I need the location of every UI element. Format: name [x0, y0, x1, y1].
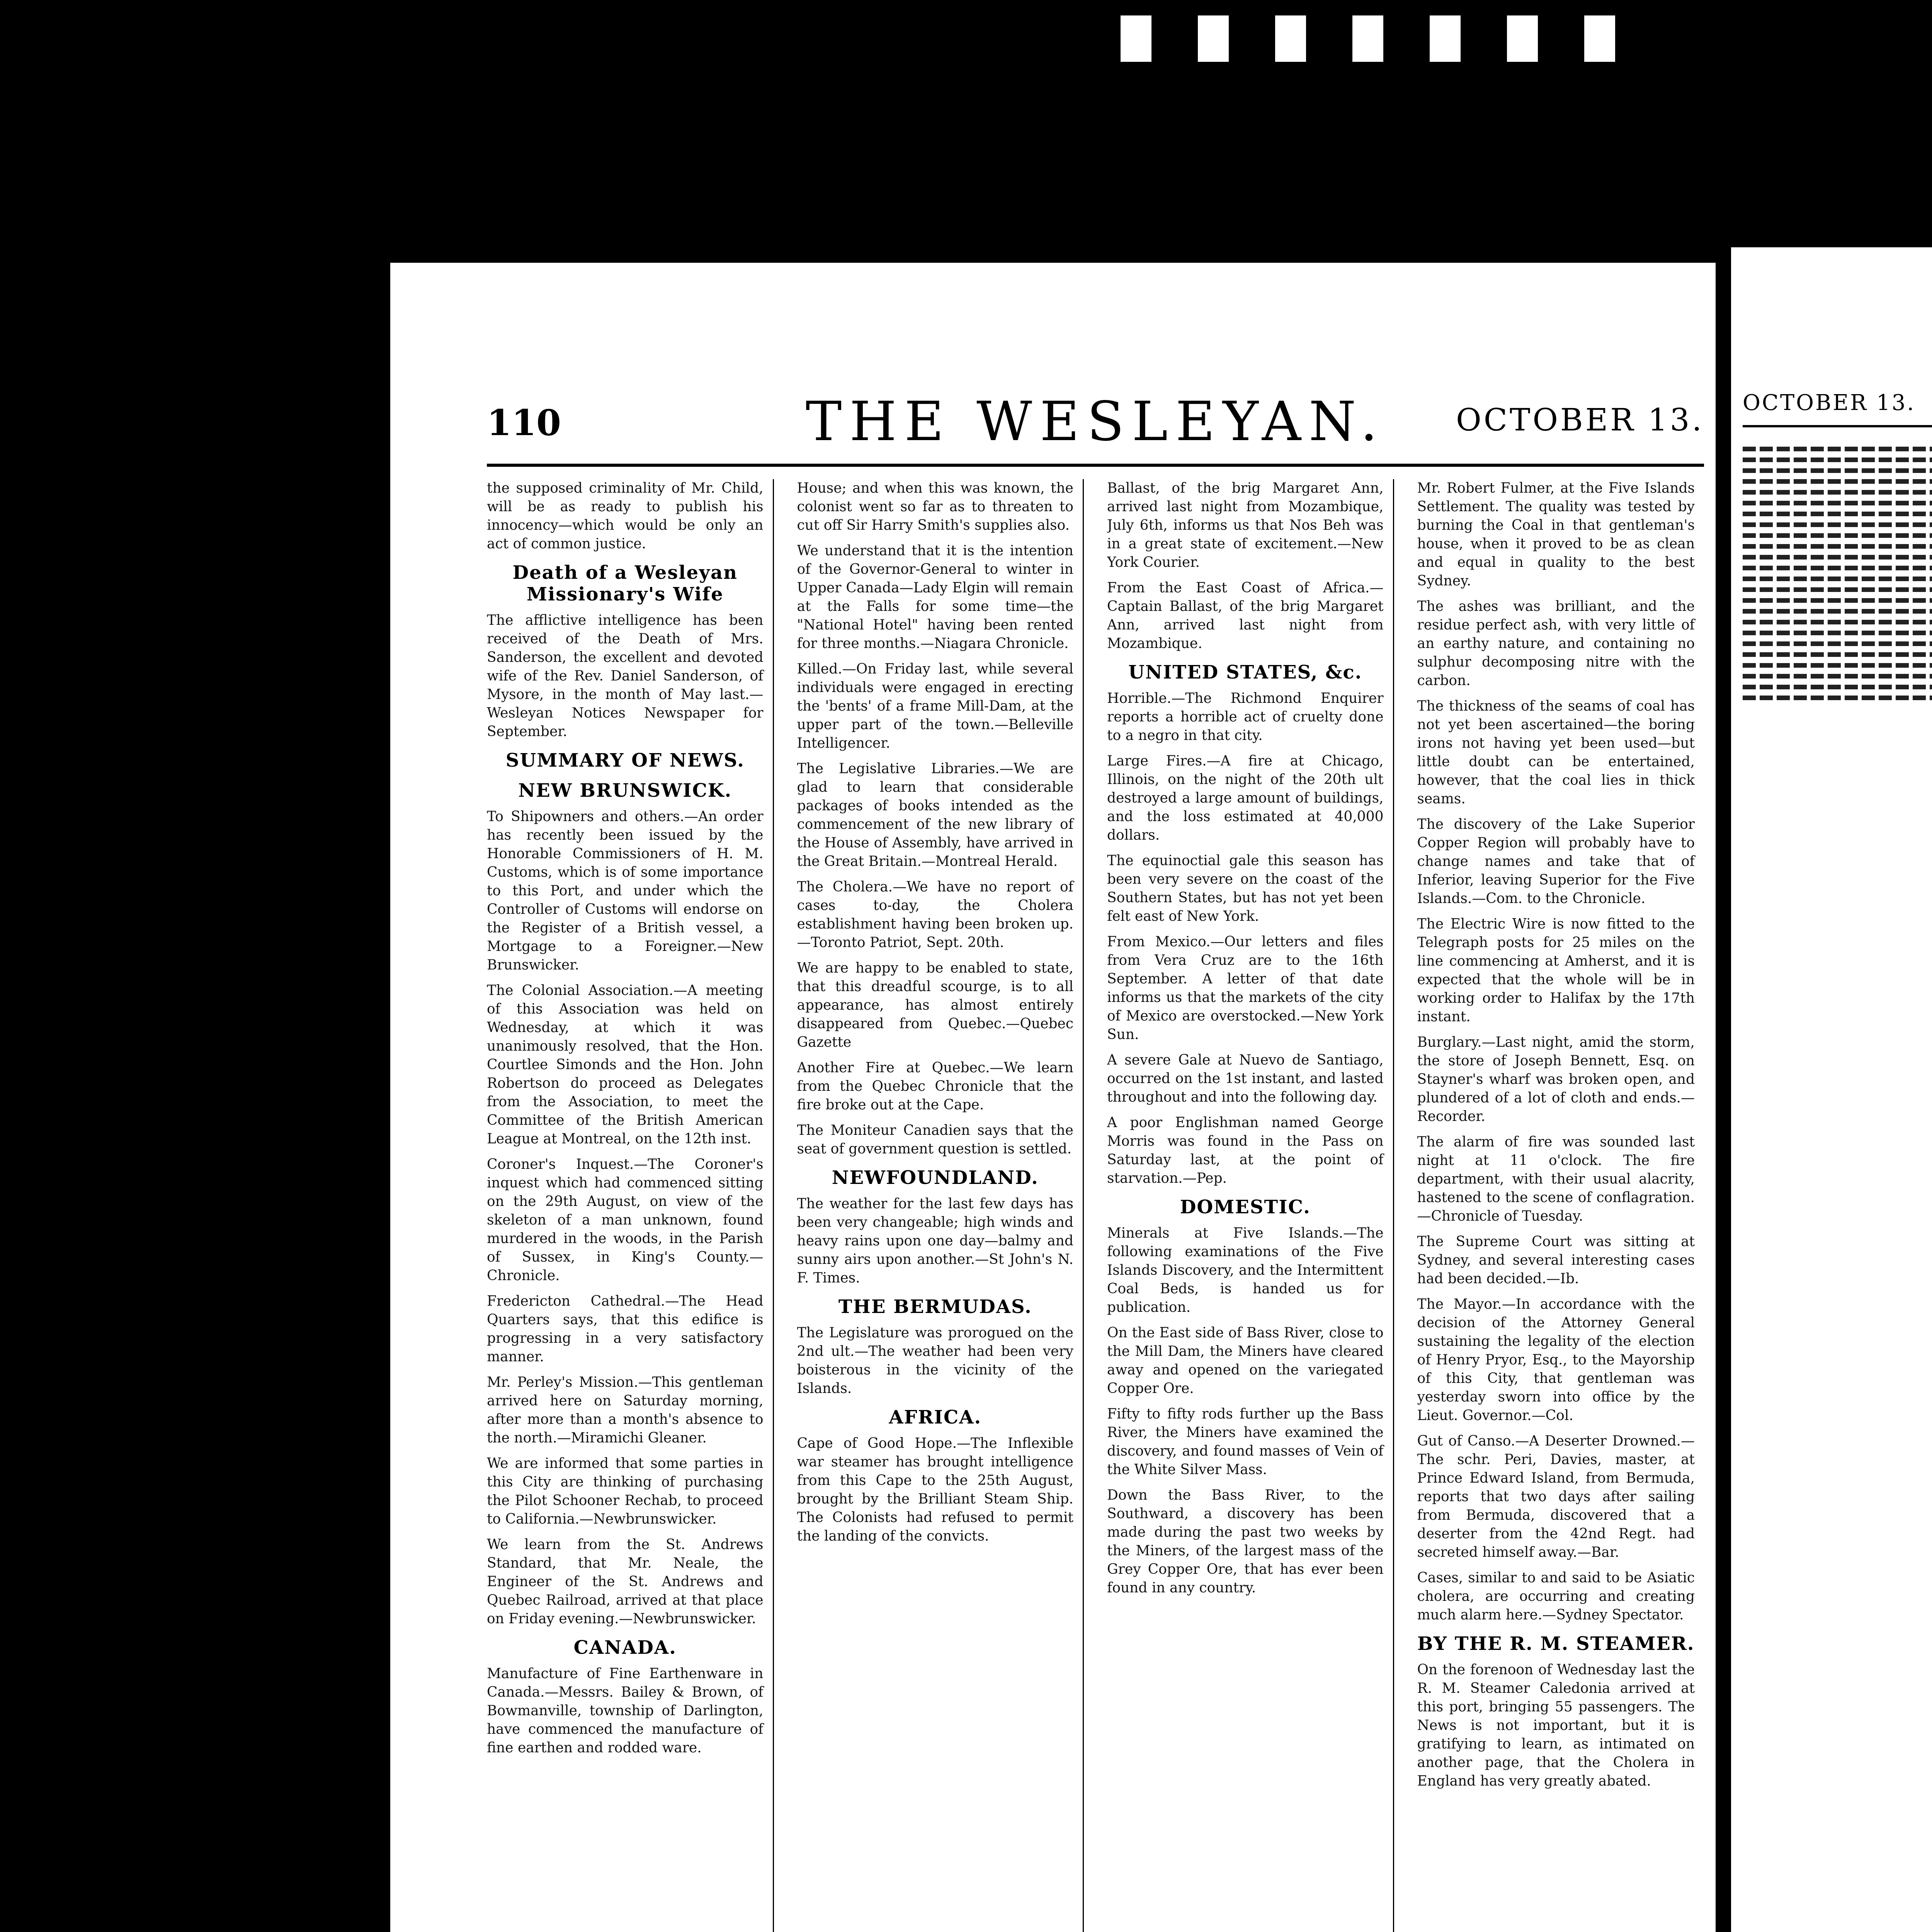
- section-heading: SUMMARY OF NEWS.: [505, 750, 745, 771]
- article-text: To Shipowners and others.—An order has recently been issued by the Honorable Commissioners of H. M. Customs, which is of some importance to this Port, and under which the Controller of Customs will endorse on the Register of a British vessel, a Mortgage to a Foreigner.—New Brunswicker.: [487, 809, 764, 973]
- page-gutter: [1716, 232, 1731, 1932]
- text-line: [1743, 566, 1932, 570]
- text-line: [1743, 685, 1932, 689]
- article-text: The Legislative Libraries.—We are glad to learn that considerable packages of books intended as the commencement of the new library of the House of Assembly, have arrived in the Great Britain.—Montreal Herald.: [797, 761, 1073, 869]
- page-header: [487, 386, 1704, 464]
- header-rule: [487, 464, 1704, 467]
- article-text: Cape of Good Hope.—The Inflexible war steamer has brought intelligence from this Cape to the 25th August, brought by the Brilliant Steam Ship. The Colonists had refused to permit the landing of the convicts.: [797, 1435, 1073, 1544]
- text-line: [1743, 598, 1932, 603]
- article-text: Manufacture of Fine Earthenware in Canada.—Messrs. Bailey & Brown, of Bowmanville, township of Darlington, have commenced the manufacture of fine earthen and rodded ware.: [487, 1666, 764, 1756]
- article-text: The Electric Wire is now fitted to the Telegraph posts for 25 miles on the line commencing at Amherst, and it is expected that the whole will be in working order to Halifax by the 17th instant.: [1417, 916, 1695, 1025]
- article-text: A poor Englishman named George Morris was found in the Pass on Saturday last, at the point of starvation.—Pep.: [1107, 1115, 1384, 1186]
- article-text: Fredericton Cathedral.—The Head Quarters says, that this edifice is progressing in a very satisfactory manner.: [487, 1293, 764, 1365]
- edge-mark: [1198, 15, 1229, 62]
- edge-mark: [1584, 15, 1615, 62]
- article-text: We are informed that some parties in this City are thinking of purchasing the Pilot Schooner Rechab, to proceed to California.—Newbrunswicker.: [487, 1456, 764, 1527]
- text-line: [1743, 479, 1932, 484]
- article-text: Large Fires.—A fire at Chicago, Illinois, on the night of the 20th ult destroyed a large amount of buildings, and the loss estimated at 40,000 dollars.: [1107, 753, 1384, 843]
- text-line: [1743, 555, 1932, 560]
- section-heading: UNITED STATES, &c.: [1128, 662, 1362, 683]
- article-text: Mr. Perley's Mission.—This gentleman arrived here on Saturday morning, after more than a month's absence to the north.—Miramichi Gleaner.: [487, 1374, 764, 1446]
- article-text: Down the Bass River, to the Southward, a discovery has been made during the past two weeks by the Miners, of the largest mass of the Grey Copper Ore, that has ever been found in any country.: [1107, 1487, 1384, 1596]
- edge-mark: [1507, 15, 1538, 62]
- text-line: [1743, 609, 1932, 614]
- text-line: [1743, 468, 1932, 473]
- article-text: The Legislature was prorogued on the 2nd ult.—The weather had been very boisterous in the vicinity of the Islands.: [797, 1325, 1073, 1396]
- article-text: The ashes was brilliant, and the residue perfect ash, with very little of an earthy nature, and containing no sulphur decomposing nitre with the carbon.: [1417, 599, 1695, 689]
- text-line: [1743, 457, 1932, 462]
- text-line: [1743, 696, 1932, 700]
- section-heading: AFRICA.: [889, 1406, 982, 1428]
- edge-mark: [1430, 15, 1461, 62]
- article-text: The equinoctial gale this season has been very severe on the coast of the Southern States, but has not yet been felt east of New York.: [1107, 853, 1384, 924]
- article-text: The Moniteur Canadien says that the seat of government question is settled.: [797, 1122, 1073, 1157]
- article-text: We are happy to be enabled to state, that this dreadful scourge, is to all appearance, has almost entirely disappeared from Quebec.—Quebec Gazette: [797, 960, 1073, 1050]
- text-line: [1743, 587, 1932, 592]
- article-text: We learn from the St. Andrews Standard, that Mr. Neale, the Engineer of the St. Andrews and Quebec Railroad, arrived at that place on Friday evening.—Newbrunswicker.: [487, 1537, 764, 1627]
- article-text: The alarm of fire was sounded last night at 11 o'clock. The fire department, with their usual alacrity, hastened to the scene of conflagration.—Chronicle of Tuesday.: [1417, 1134, 1695, 1224]
- article-text: The weather for the last few days has been very changeable; high winds and heavy rains upon one day—balmy and sunny airs upon another.—St John's N. F. Times.: [797, 1196, 1073, 1286]
- column-2: [797, 479, 1084, 1932]
- article-text: Horrible.—The Richmond Enquirer reports a horrible act of cruelty done to a negro in that city.: [1107, 690, 1384, 743]
- edge-mark: [1352, 15, 1383, 62]
- article-text: Burglary.—Last night, amid the storm, the store of Joseph Bennett, Esq. on Stayner's wharf was broken open, and plundered of a lot of cloth and ends.—Recorder.: [1417, 1034, 1695, 1124]
- issue-date: OCTOBER 13.: [1456, 402, 1704, 438]
- text-line: [1743, 577, 1932, 581]
- article-text: The Colonial Association.—A meeting of this Association was held on Wednesday, at which it was unanimously resolved, that the Hon. Courtlee Simonds and the Hon. John Robertson do proceed as Delegates from the Association, to meet the Committee of the British American League at Montreal, on the 12th inst.: [487, 983, 764, 1147]
- text-line: [1743, 512, 1932, 516]
- adjacent-page: [1731, 247, 1932, 1932]
- text-line: [1743, 522, 1932, 527]
- article-text: On the forenoon of Wednesday last the R. M. Steamer Caledonia arrived at this port, bringing 55 passengers. The News is not important, but it is gratifying to learn, as intimated on another page, that the Cholera in England has very greatly abated.: [1417, 1662, 1695, 1789]
- article-text: We understand that it is the intention of the Governor-General to winter in Upper Canada—Lady Elgin will remain at the Falls for some time—the "National Hotel" having been rented for three months.—Niagara Chronicle.: [797, 543, 1073, 651]
- article-text: the supposed criminality of Mr. Child, will be as ready to publish his innocency—which would be only an act of common justice.: [487, 480, 764, 552]
- section-heading: BY THE R. M. STEAMER.: [1417, 1633, 1695, 1655]
- article-text: Gut of Canso.—A Deserter Drowned.—The schr. Peri, Davies, master, at Prince Edward Island, from Bermuda, reports that two days after sailing from Bermuda, discovered that a deserter from the 42nd Regt. had secreted himself away.—Bar.: [1417, 1433, 1695, 1560]
- section-heading: THE BERMUDAS.: [838, 1296, 1032, 1318]
- article-text: House; and when this was known, the colonist went so far as to threaten to cut off Sir Harry Smith's supplies also.: [797, 480, 1073, 533]
- article-text: From Mexico.—Our letters and files from Vera Cruz are to the 16th September. A letter of that date informs us that the markets of the city of Mexico are overstocked.—New York Sun.: [1107, 934, 1384, 1043]
- section-heading: NEW BRUNSWICK.: [518, 780, 732, 801]
- text-line: [1743, 490, 1932, 495]
- section-heading: Death of a Wesleyan Missionary's Wife: [512, 562, 738, 605]
- edge-mark: [1121, 15, 1151, 62]
- adjacent-page-date: OCTOBER 13.: [1743, 390, 1916, 415]
- text-line: [1743, 641, 1932, 646]
- edge-mark: [1275, 15, 1306, 62]
- page-number: 110: [487, 402, 561, 444]
- text-line: [1743, 501, 1932, 505]
- article-text: The Cholera.—We have no report of cases to-day, the Cholera establishment having been broken up.—Toronto Patriot, Sept. 20th.: [797, 879, 1073, 951]
- column-4: [1417, 479, 1704, 1932]
- article-text: Cases, similar to and said to be Asiatic cholera, are occurring and creating much alarm here.—Sydney Spectator.: [1417, 1570, 1695, 1623]
- adjacent-header-rule: [1743, 425, 1932, 427]
- text-line: [1743, 447, 1932, 451]
- columns: [487, 479, 1704, 1932]
- article-text: The thickness of the seams of coal has not yet been ascertained—the boring irons not having yet been used—but little doubt can be entertained, however, that the coal lies in thick seams.: [1417, 698, 1695, 807]
- text-line: [1743, 533, 1932, 538]
- article-text: Ballast, of the brig Margaret Ann, arrived last night from Mozambique, July 6th, informs us that Nos Beh was in a great state of excitement.—New York Courier.: [1107, 480, 1384, 570]
- text-line: [1743, 674, 1932, 679]
- text-line: [1743, 544, 1932, 549]
- section-heading: NEWFOUNDLAND.: [832, 1167, 1039, 1189]
- article-text: Killed.—On Friday last, while several individuals were engaged in erecting the 'bents' of a frame Mill-Dam, at the upper part of the town.—Belleville Intelligencer.: [797, 661, 1073, 751]
- section-heading: DOMESTIC.: [1180, 1196, 1311, 1218]
- adjacent-page-text: [1743, 440, 1932, 706]
- masthead-title: THE WESLEYAN.: [805, 390, 1386, 453]
- article-text: From the East Coast of Africa.—Captain Ballast, of the brig Margaret Ann, arrived last night from Mozambique.: [1107, 580, 1384, 651]
- article-text: Fifty to fifty rods further up the Bass River, the Miners have examined the discovery, and found masses of Vein of the White Silver Mass.: [1107, 1406, 1384, 1478]
- text-line: [1743, 631, 1932, 635]
- article-text: Another Fire at Quebec.—We learn from the Quebec Chronicle that the fire broke out at the Cape.: [797, 1060, 1073, 1113]
- text-line: [1743, 652, 1932, 657]
- column-1: [487, 479, 774, 1932]
- article-text: The discovery of the Lake Superior Copper Region will probably have to change names and take that of Inferior, leaving Superior for the Five Islands.—Com. to the Chronicle.: [1417, 816, 1695, 906]
- column-3: [1107, 479, 1394, 1932]
- article-text: The Mayor.—In accordance with the decision of the Attorney General sustaining the legality of the election of Henry Pryor, Esq., to the Mayorship of this City, that gentleman was yesterday sworn into office by the Lieut. Governor.—Col.: [1417, 1296, 1695, 1423]
- article-text: On the East side of Bass River, close to the Mill Dam, the Miners have cleared away and opened on the variegated Copper Ore.: [1107, 1325, 1384, 1396]
- article-text: Coroner's Inquest.—The Coroner's inquest which had commenced sitting on the 29th August, on view of the skeleton of a man unknown, found murdered in the woods, in the Parish of Sussex, in King's County.—Chronicle.: [487, 1156, 764, 1284]
- section-heading: CANADA.: [573, 1637, 677, 1658]
- article-text: A severe Gale at Nuevo de Santiago, occurred on the 1st instant, and lasted throughout and into the following day.: [1107, 1052, 1384, 1105]
- scan-edge-marks: [1121, 15, 1932, 70]
- article-text: The Supreme Court was sitting at Sydney, and several interesting cases had been decided.—Ib.: [1417, 1234, 1695, 1287]
- article-text: Minerals at Five Islands.—The following examinations of the Five Islands Discovery, and the Intermittent Coal Beds, is handed us for publication.: [1107, 1225, 1384, 1315]
- article-text: Mr. Robert Fulmer, at the Five Islands Settlement. The quality was tested by burning the Coal in that gentleman's house, when it proved to be as clean and equal in quality to the best Sydney.: [1417, 480, 1695, 589]
- text-line: [1743, 663, 1932, 668]
- article-text: The afflictive intelligence has been received of the Death of Mrs. Sanderson, the excellent and devoted wife of the Rev. Daniel Sanderson, of Mysore, in the month of May last.—Wesleyan Notices Newspaper for September.: [487, 612, 764, 740]
- newspaper-page: [390, 263, 1735, 1932]
- text-line: [1743, 620, 1932, 624]
